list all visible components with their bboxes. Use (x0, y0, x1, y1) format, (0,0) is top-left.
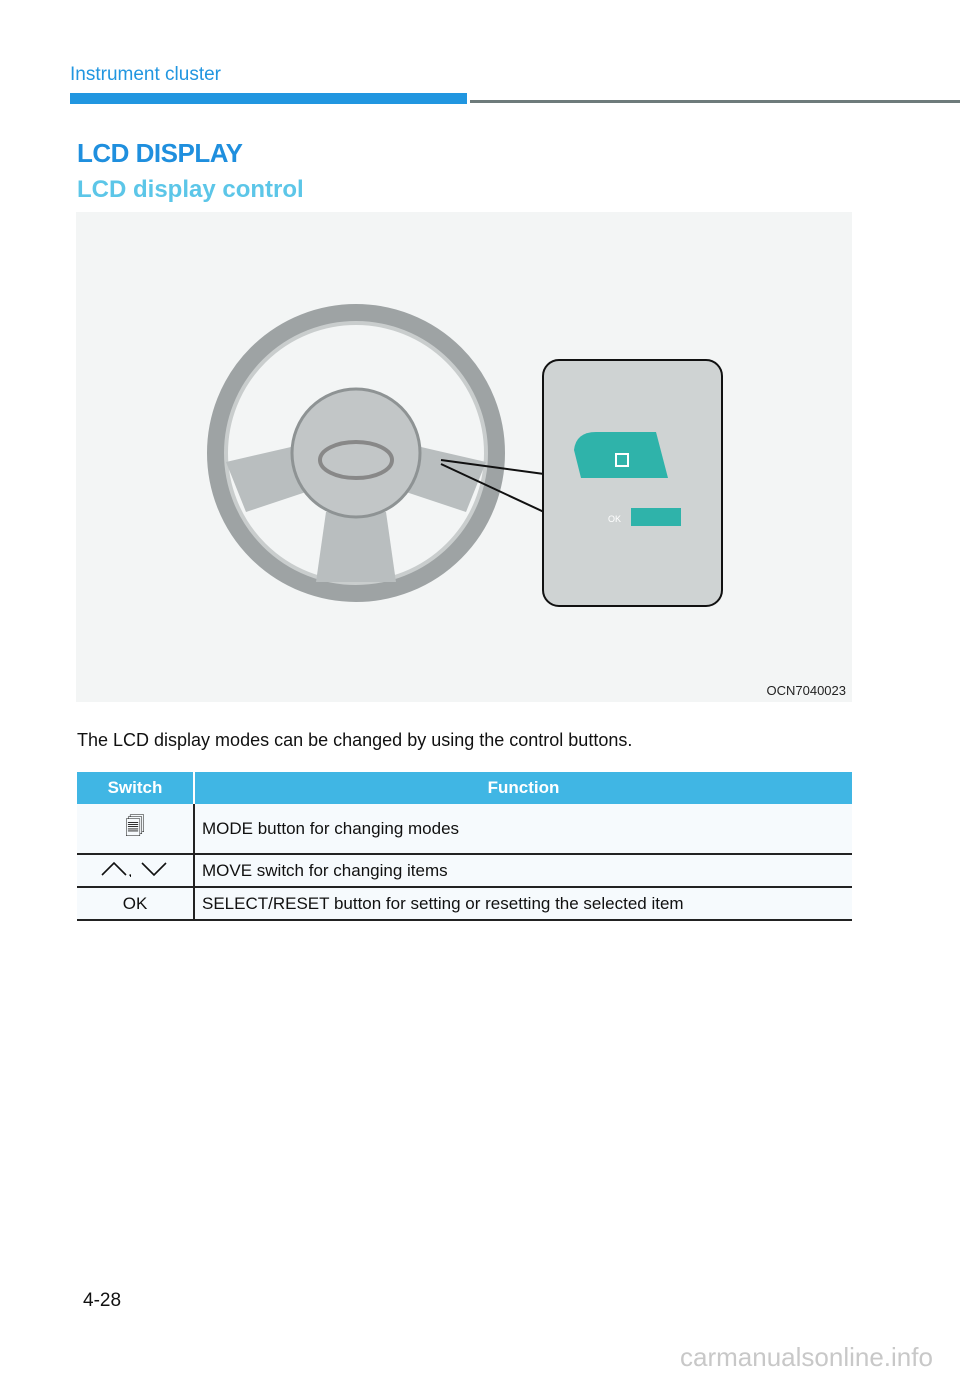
steering-wheel-figure (76, 212, 852, 702)
switch-function-table (77, 772, 852, 921)
figure-ok-label: OK (608, 514, 622, 524)
page-number: 4-28 (83, 1290, 122, 1311)
mode-icon: 🗐 (125, 815, 145, 838)
watermark: carmanualsonline.info (680, 1342, 933, 1372)
figure-code: OCN7040023 (766, 683, 846, 698)
svg-text:,: , (128, 863, 133, 877)
section-title: Instrument cluster (70, 64, 221, 85)
function-cell: MOVE switch for changing items (194, 854, 852, 887)
function-cell: MODE button for changing modes (194, 804, 852, 854)
function-cell: SELECT/RESET button for setting or resetting the selected item (194, 887, 852, 920)
table-row (77, 887, 852, 920)
header-function: Function (194, 772, 852, 804)
page-title: LCD DISPLAY (77, 138, 243, 168)
table-row (77, 854, 852, 887)
page-subtitle: LCD display control (77, 176, 304, 203)
header-bar (70, 93, 467, 104)
header-rule (470, 100, 960, 103)
header-switch: Switch (77, 772, 194, 804)
table-row (77, 804, 852, 854)
steering-wheel-illustration (76, 212, 852, 702)
up-down-arrows-icon (100, 859, 170, 877)
intro-text: The LCD display modes can be changed by using the control buttons. (77, 730, 633, 750)
switch-cell: OK (77, 887, 194, 920)
